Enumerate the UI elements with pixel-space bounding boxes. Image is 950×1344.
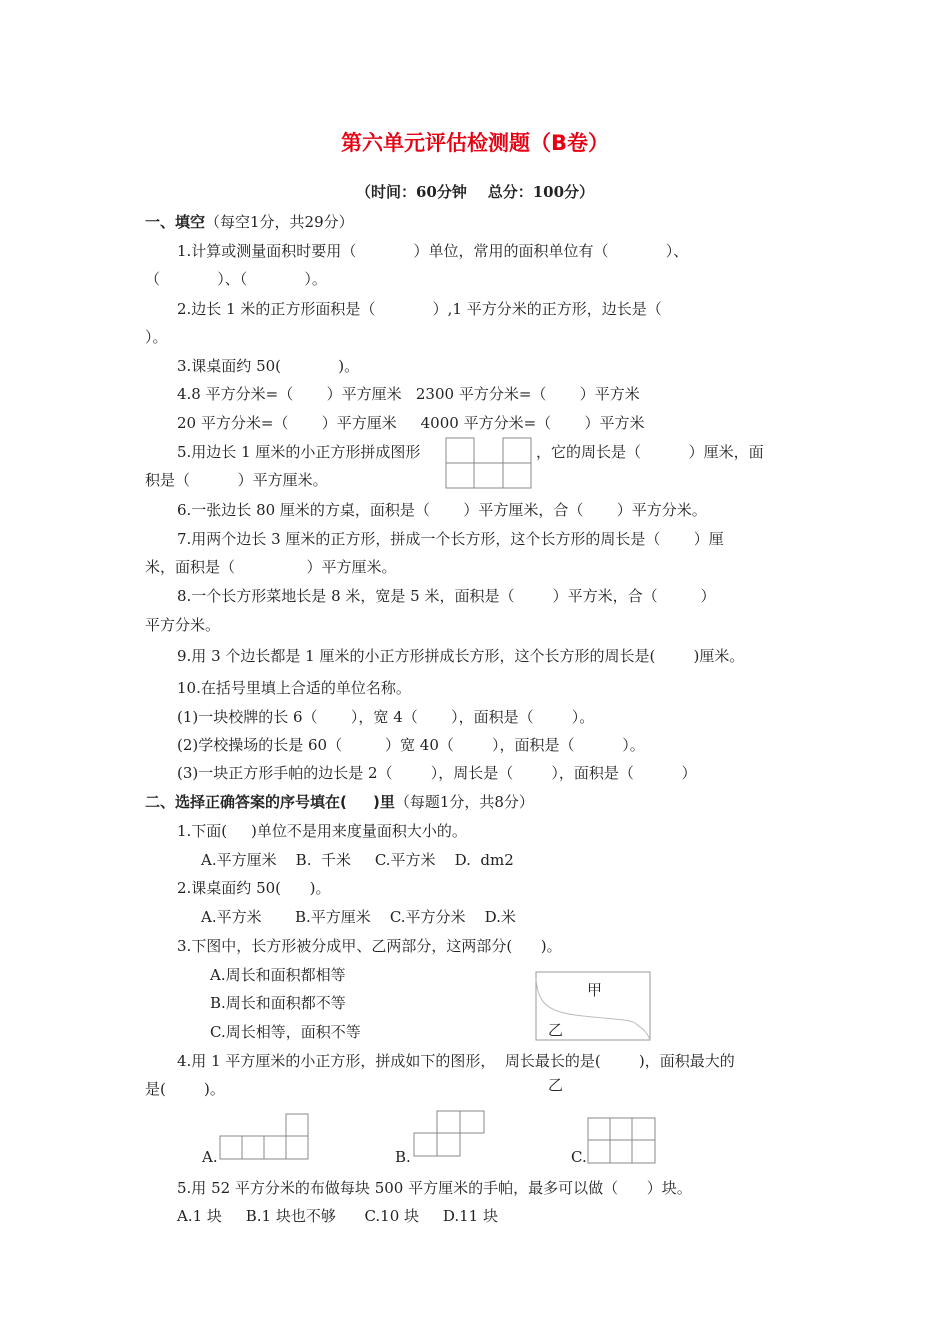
options-line: A.平方米 B.平方厘米 C.平方分米 D.米 [201,908,516,926]
section1-note: （每空1分，共29分） [205,213,354,231]
question-line: 5.用边长 1 厘米的小正方形拼成图形 [177,443,421,461]
question-line: (1)一块校牌的长 6（ ），宽 4（ ），面积是（ ）。 [177,708,595,726]
shape-a [219,1113,314,1163]
question-line: ）。 [145,328,168,346]
option: B.周长和面积都不等 [210,994,346,1012]
fig-label-jia: 甲 [587,981,603,999]
question-line: 20 平方分米=（ ）平方厘米 4000 平方分米=（ ）平方米 [177,414,645,432]
question-line: 3.下图中，长方形被分成甲、乙两部分，这两部分( )。 [177,937,562,955]
question-line: 是( )。 [145,1080,225,1098]
question-line: 3.课桌面约 50( )。 [177,357,360,375]
question-line: 积是（ ）平方厘米。 [145,471,328,489]
question-line: 9.用 3 个边长都是 1 厘米的小正方形拼成长方形，这个长方形的周长是( )厘米。 [177,647,745,665]
page-title: 第六单元评估检测题（B卷） [340,131,609,155]
fig-label-yi: 乙 [548,1021,564,1039]
question-line: 1.计算或测量面积时要用（ ）单位，常用的面积单位有（ ）、 [177,242,689,260]
section2-heading: 二、选择正确答案的序号填在( )里 [145,793,395,811]
shape-label-b: B. [395,1148,411,1166]
question-line: 5.用 52 平方分米的布做每块 500 平方厘米的手帕，最多可以做（ ）块。 [177,1179,692,1197]
question-line: 4.用 1 平方厘米的小正方形，拼成如下的图形， 周长最长的是( )，面积最大的 [177,1052,735,1070]
section2-note: （每题1分，共8分） [394,793,534,811]
question-line: 2.课桌面约 50( )。 [177,879,331,897]
question-line: （ ）、（ ）。 [145,270,327,288]
question-line: 8.一个长方形菜地长是 8 米，宽是 5 米，面积是（ ）平方米，合（ ） [177,587,716,605]
section1-header [145,212,354,232]
question-line: 4.8 平方分米=（ ）平方厘米 2300 平方分米=（ ）平方米 [177,385,640,403]
question-line: (2)学校操场的长是 60（ ）宽 40（ ），面积是（ ）。 [177,736,645,754]
options-line: A.平方厘米 B. 千米 C.平方米 D. dm2 [201,851,514,869]
question-line: 2.边长 1 米的正方形面积是（ ）,1 平方分米的正方形，边长是（ [177,300,662,318]
shape-label-a: A. [202,1148,218,1166]
stray-label: 乙 [548,1076,564,1094]
question-line: 10.在括号里填上合适的单位名称。 [177,679,411,697]
exam-info: （时间：60分钟 总分：100分） [355,183,595,201]
shape-c [587,1117,659,1165]
question-line: 1.下面( )单位不是用来度量面积大小的。 [177,822,467,840]
question-line: (3)一块正方形手帕的边长是 2（ ），周长是（ ），面积是（ ） [177,764,697,782]
option: A.周长和面积都相等 [210,966,346,984]
section1-heading: 一、填空 [145,213,206,231]
question-line: ，它的周长是（ ）厘米，面 [536,443,764,461]
shape-b [413,1110,488,1160]
question-line: 平方分米。 [145,616,221,634]
shape-label-c: C. [571,1148,587,1166]
question-line: 米，面积是（ ）平方厘米。 [145,558,397,576]
option: C.周长相等，面积不等 [210,1023,361,1041]
section2-header [145,792,534,812]
question-line: 6.一张边长 80 厘米的方桌，面积是（ ）平方厘米，合（ ）平方分米。 [177,501,707,519]
q5-figure [445,437,535,492]
options-line: A.1 块 B.1 块也不够 C.10 块 D.11 块 [177,1207,498,1225]
question-line: 7.用两个边长 3 厘米的正方形，拼成一个长方形，这个长方形的周长是（ ）厘 [177,530,724,548]
